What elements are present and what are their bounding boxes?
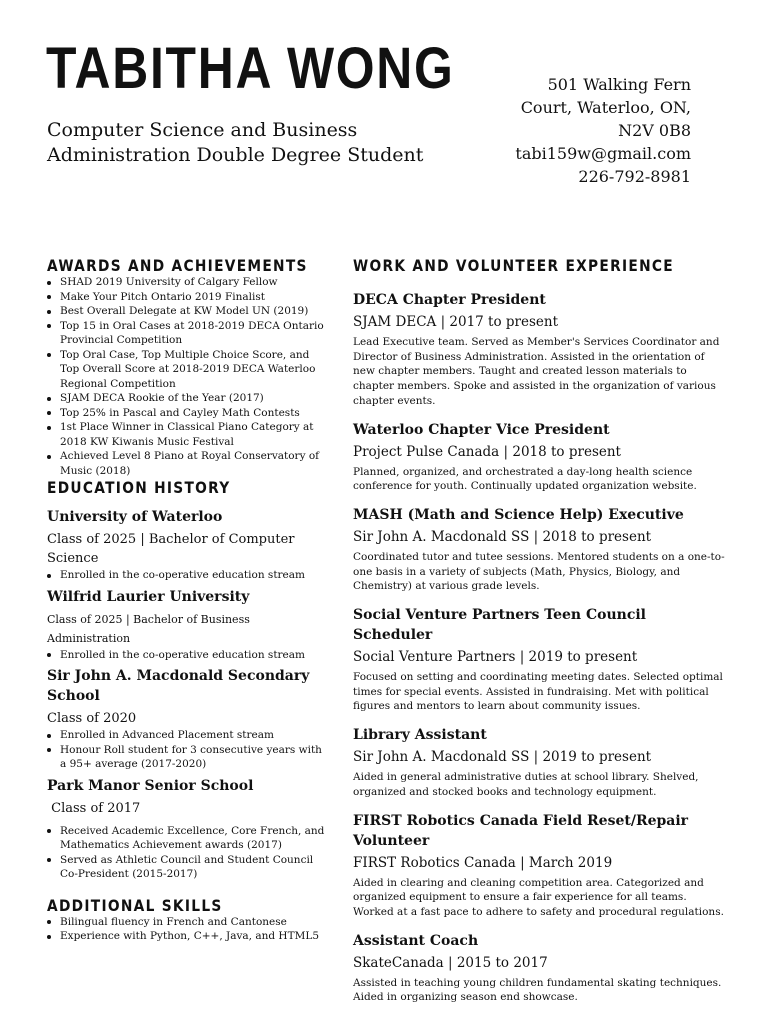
job-organization: SJAM DECA | 2017 to present (353, 314, 559, 330)
experience-entry (353, 605, 725, 714)
job-title: DECA Chapter President (353, 292, 546, 308)
address-line: Court, Waterloo, ON, (520, 98, 691, 117)
list-item: SJAM DECA Rookie of the Year (2017) (47, 391, 329, 406)
job-organization: SkateCanada | 2015 to 2017 (353, 954, 548, 971)
list-item: Enrolled in the co-operative education stream (47, 648, 329, 663)
job-organization: Project Pulse Canada | 2018 to present (353, 443, 621, 460)
job-organization: Sir John A. Macdonald SS | 2018 to present (353, 528, 652, 545)
list-item: Enrolled in Advanced Placement stream (47, 728, 329, 743)
email-address: tabi159w@gmail.com (515, 144, 691, 163)
school-detail: Class of 2020 (47, 711, 137, 726)
job-description: Aided in general administrative duties at school library. Shelved, organized and stocked books and technology equipment. (353, 771, 699, 798)
list-item: 1st Place Winner in Classical Piano Category at 2018 KW Kiwanis Music Festival (47, 420, 329, 449)
list-item: Enrolled in the co-operative education stream (47, 568, 329, 583)
job-description: Focused on setting and coordinating meeting dates. Selected optimal times for special events. Assisted in fundraising. Met with political figures and mentors to learn about community issues. (353, 671, 723, 713)
experience-entry (353, 725, 725, 799)
job-description: Lead Executive team. Served as Member's Services Coordinator and Director of Business Administration. Assisted in the orientation of new chapter members. Taught and created lesson materials to chapter members. Spoke and assisted in the organization of various chapter events. (353, 336, 720, 407)
right-column (353, 256, 725, 1005)
job-title: MASH (Math and Science Help) Executive (353, 506, 684, 523)
list-item: Received Academic Excellence, Core French, and Mathematics Achievement awards (2017) (47, 824, 329, 853)
list-item: Top 25% in Pascal and Cayley Math Contests (47, 406, 329, 421)
experience-entry (353, 811, 725, 920)
section-heading: WORK AND VOLUNTEER EXPERIENCE (353, 256, 674, 275)
section-heading: AWARDS AND ACHIEVEMENTS (47, 256, 308, 275)
job-description: Assisted in teaching young children fundamental skating techniques. Aided in organizing season end showcase. (353, 976, 722, 1004)
school-name: University of Waterloo (47, 509, 223, 525)
list-item: Experience with Python, C++, Java, and HTML5 (47, 929, 329, 944)
school-points (47, 648, 329, 663)
job-organization: FIRST Robotics Canada | March 2019 (353, 854, 613, 871)
school-detail: Class of 2017 (47, 800, 141, 816)
list-item: Achieved Level 8 Piano at Royal Conservatory of Music (2018) (47, 449, 329, 478)
skills-list (47, 915, 329, 944)
job-title: Assistant Coach (353, 932, 479, 949)
list-item: Make Your Pitch Ontario 2019 Finalist (47, 290, 329, 305)
job-title: Library Assistant (353, 727, 487, 744)
list-item: Top Oral Case, Top Multiple Choice Score, and Top Overall Score at 2018-2019 DECA Waterloo Regional Competition (47, 348, 329, 392)
title-line: Computer Science and Business (47, 119, 358, 141)
candidate-name: TABITHA WONG (46, 36, 455, 101)
job-title: FIRST Robotics Canada Field Reset/Repair Volunteer (353, 812, 689, 849)
address-line: N2V 0B8 (618, 121, 691, 140)
experience-entry (353, 290, 725, 409)
job-organization: Social Venture Partners | 2019 to present (353, 649, 638, 666)
list-item: Served as Athletic Council and Student Council Co-President (2015-2017) (47, 853, 329, 882)
awards-section (47, 256, 329, 478)
experience-entry (353, 420, 725, 494)
address-line: 501 Walking Fern (547, 75, 691, 94)
job-organization: Sir John A. Macdonald SS | 2019 to present (353, 749, 652, 766)
list-item: Honour Roll student for 3 consecutive years with a 95+ average (2017-2020) (47, 743, 329, 772)
school-points (47, 568, 329, 583)
list-item: SHAD 2019 University of Calgary Fellow (47, 275, 329, 290)
school-points (47, 824, 329, 882)
list-item: Top 15 in Oral Cases at 2018-2019 DECA Ontario Provincial Competition (47, 319, 329, 348)
job-description: Coordinated tutor and tutee sessions. Mentored students on a one-to-one basis in a variety of subjects (Math, Physics, Biology, and Chemistry) at various grade levels. (353, 550, 725, 593)
section-heading: ADDITIONAL SKILLS (47, 895, 223, 915)
skills-section (47, 896, 329, 944)
list-item: Bilingual fluency in French and Cantonese (47, 915, 329, 930)
job-title: Waterloo Chapter Vice President (353, 421, 610, 438)
job-description: Planned, organized, and orchestrated a day-long health science conference for youth. Continually updated organization website. (353, 465, 697, 493)
left-column (47, 256, 329, 944)
school-detail: Class of 2025 | Bachelor of Business Administration (47, 612, 250, 645)
phone-number: 226-792-8981 (578, 167, 691, 186)
awards-list (47, 275, 329, 478)
list-item: Best Overall Delegate at KW Model UN (2019) (47, 304, 329, 319)
experience-entry (353, 931, 725, 1005)
education-section (47, 478, 329, 882)
school-name: Wilfrid Laurier University (47, 588, 250, 605)
candidate-title (47, 118, 477, 167)
school-name: Sir John A. Macdonald Secondary School (47, 668, 310, 704)
title-line: Administration Double Degree Student (47, 143, 424, 166)
section-heading: EDUCATION HISTORY (47, 478, 231, 497)
job-title: Social Venture Partners Teen Council Scheduler (353, 607, 646, 644)
school-points (47, 728, 329, 772)
school-name: Park Manor Senior School (47, 777, 254, 794)
job-description: Aided in clearing and cleaning competition area. Categorized and organized equipment to ensure a fair experience for all teams. Worked at a fast pace to adhere to safety and procedural regulations. (353, 876, 724, 918)
contact-info (515, 73, 691, 188)
experience-entry (353, 505, 725, 594)
school-detail: Class of 2025 | Bachelor of Computer Science (47, 532, 295, 566)
